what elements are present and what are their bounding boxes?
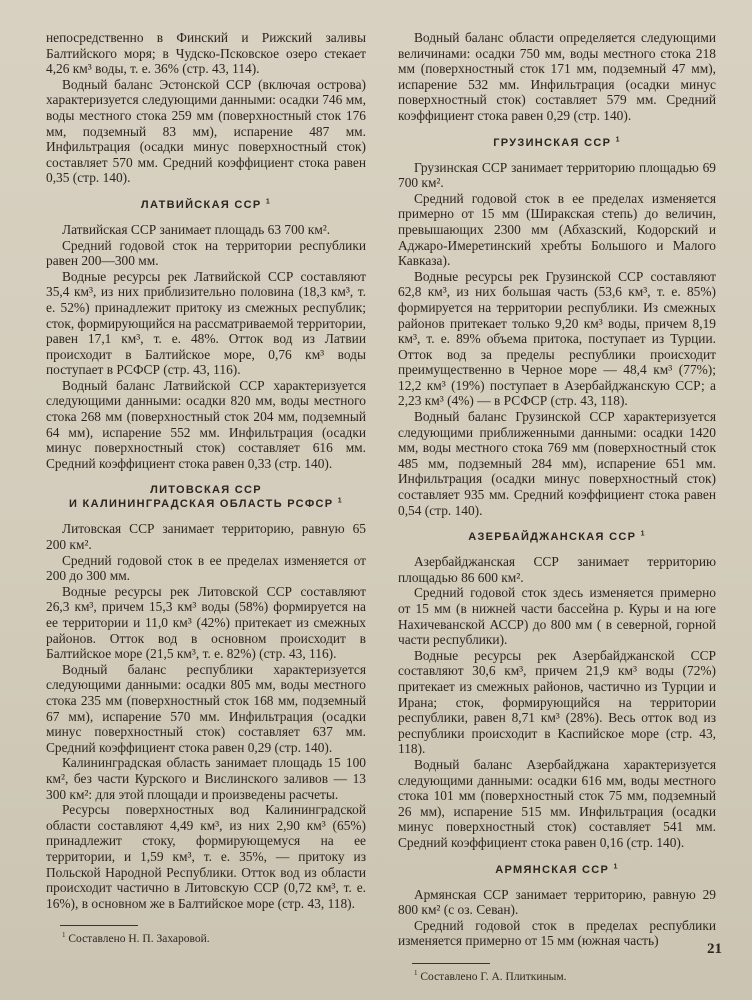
section-heading-georgia — [398, 136, 716, 150]
paragraph: Калининградская область занимает площадь 15 100 км², без части Курского и Вислинского заливов — 13 300 км²: для этой площади и произведены расчеты. — [46, 755, 366, 802]
footnote-text: Составлено Н. П. Захаровой. — [68, 933, 210, 946]
footnote-mark: 1 — [640, 530, 646, 538]
page-number: 21 — [707, 941, 722, 957]
paragraph: Водные ресурсы рек Азербайджанской ССР составляют 30,6 км³, причем 21,9 км³ воды (72%) притекает из смежных районов, частично из Турции и Ирана; сток, формирующийся на территории республики, равен 8,71 км³ (28%). Весь отток вод из республики происходит в Каспийское море (стр. 43, 118). — [398, 647, 716, 757]
paragraph: Водный баланс Азербайджана характеризуется следующими данными: осадки 616 мм, воды местного стока 101 мм (поверхностный сток 75 мм, подземный 26 мм), испарение 515 мм. Инфильтрация (осадки минус поверхностный сток) составляет 541 мм. Средний коэффициент стока равен 0,16 (стр. 140). — [398, 756, 716, 850]
footnote-mark: 1 — [337, 497, 343, 505]
right-column — [398, 30, 716, 984]
section-heading-armenia — [398, 863, 716, 877]
paragraph: Литовская ССР занимает территорию, равную 65 200 км². — [46, 521, 366, 553]
footnote-mark: 1 — [265, 198, 272, 206]
paragraph: Азербайджанская ССР занимает территорию площадью 86 600 км². — [398, 554, 716, 585]
section-heading-lithuania — [46, 483, 366, 511]
paragraph: Водные ресурсы рек Литовской ССР составляют 26,3 км³, причем 15,3 км³ воды (58%) формируется на ее территории и 11,0 км³ (42%) притекает из смежных районов. Отток вод в основном происходит в Балтийское море (21,5 км³, т. е. 82%) (стр. 43, 116). — [46, 583, 366, 662]
paragraph: Средний годовой сток в ее пределах изменяется примерно от 15 мм (Ширакская степь) до величин, превышающих 2300 мм (Абхазский, Кодорский и Аджаро-Имеретинский хребты Большого и Малого Кавказа). — [398, 190, 716, 269]
paragraph: Латвийская ССР занимает площадь 63 700 км². — [62, 221, 331, 237]
heading-text: АЗЕРБАЙДЖАНСКАЯ ССР — [468, 531, 637, 544]
footnote — [46, 932, 366, 946]
paragraph: Средний годовой сток в пределах республики изменяется примерно от 15 мм (южная часть) — [398, 917, 716, 949]
section-heading-latvia — [46, 198, 366, 212]
footnote — [398, 970, 716, 984]
footnote-mark: 1 — [414, 969, 418, 978]
paragraph: Водный баланс Грузинской ССР характеризуется следующими приближенными данными: осадки 1420 мм, воды местного стока 769 мм (поверхностный сток 485 мм, подземный 284 мм), испарение 651 мм. Инфильтрация (осадки минус поверхностный сток) составляет 935 мм. Средний коэффициент стока равен 0,54 (стр. 140). — [398, 409, 716, 518]
heading-text: И КАЛИНИНГРАДСКАЯ ОБЛАСТЬ РСФСР — [69, 498, 334, 511]
footnote-mark: 1 — [613, 862, 619, 870]
footnote-mark: 1 — [615, 135, 621, 143]
paragraph: Ресурсы поверхностных вод Калининградской области составляют 4,49 км³, из них 2,90 км³ (65%) принадлежит стоку, формирующемуся на ее территории, и 1,59 км³, т. е. 35%, — притоку из Польской Народной Республики. Отток вод из области происходит частично в Литовскую ССР (0,72 км³, т. е. 16%), в основном же в Балтийское море (стр. 43, 118). — [46, 802, 366, 911]
heading-text: АРМЯНСКАЯ ССР — [495, 863, 610, 876]
paragraph: Водные ресурсы рек Латвийской ССР составляют 35,4 км³, из них приблизительно половина (18,3 км³, т. е. 52%) принадлежит притоку из смежных республик; сток, формирующийся на рассматриваемой территории, равен 17,1 км³, т. е. 48%. Отток вод из Латвии происходит в Балтийское море, 0,76 км³ воды поступает в РСФСР (стр. 43, 116). — [46, 268, 366, 378]
footnote-text: Составлено Г. А. Плиткиным. — [420, 970, 567, 983]
footnote-rule — [412, 963, 490, 964]
paragraph: Грузинская ССР занимает территорию площадью 69 700 км². — [398, 159, 716, 191]
paragraph: Водный баланс Эстонской ССР (включая острова) характеризуется следующими данными: осадки 746 мм, воды местного стока 259 мм (поверхностный сток 176 мм, подземный 83 мм), испарение 487 мм. Инфильтрация (осадки минус поверхностный сток) составляет 570 мм. Средний коэффициент стока равен 0,35 (стр. 140). — [46, 76, 366, 186]
footnote-mark: 1 — [62, 931, 66, 940]
heading-text: ЛАТВИЙСКАЯ ССР — [140, 198, 262, 211]
section-heading-azerbaijan — [398, 530, 716, 544]
heading-text: ГРУЗИНСКАЯ ССР — [493, 136, 612, 149]
paragraph: Водный баланс республики характеризуется следующими данными: осадки 805 мм, воды местного стока 235 мм (поверхностный сток 168 мм, подземный 67 мм), испарение 570 мм. Инфильтрация (осадки минус поверхностный сток) составляет 637 мм. Средний коэффициент стока равен 0,29 (стр. 140). — [46, 661, 366, 755]
paragraph: Водные ресурсы рек Грузинской ССР составляют 62,8 км³, из них большая часть (53,6 км³, т. е. 85%) формируется на территории республики. Из смежных районов притекает только 9,20 км³ воды, причем 8,19 км³, т. е. 89% объема притока, поступает из Турции. Отток вод за пределы республики происходит преимущественно в Черное море — 48,4 км³ (77%); 12,2 км³ (19%) поступает в Азербайджанскую ССР; а 2,23 км³ (4%) — в РСФСР (стр. 43, 118). — [398, 268, 716, 409]
paragraph: Армянская ССР занимает территорию, равную 29 800 км² (с оз. Севан). — [398, 886, 716, 918]
paragraph: Средний годовой сток на территории республики равен 200—300 мм. — [46, 237, 366, 269]
paragraph: Водный баланс Латвийской ССР характеризуется следующими данными: осадки 820 мм, воды местного стока 268 мм (поверхностный сток 204 мм, подземный 64 мм), испарение 552 мм. Инфильтрация (осадки минус поверхностный сток) составляет 616 мм. Средний коэффициент стока равен 0,33 (стр. 140). — [46, 377, 366, 471]
heading-text: ЛИТОВСКАЯ ССР — [150, 484, 262, 497]
paragraph: Водный баланс области определяется следующими величинами: осадки 750 мм, воды местного стока 218 мм (поверхностный сток 171 мм, подземный 47 мм), испарение 532 мм. Инфильтрация (осадки минус поверхностный сток) составляет 579 мм. Средний коэффициент стока равен 0,29 (стр. 140). — [398, 30, 716, 123]
paragraph: непосредственно в Финский и Рижский заливы Балтийского моря; в Чудско-Псковское озеро стекает 4,26 км³ воды, т. е. 36% (стр. 43, 114). — [46, 30, 366, 77]
footnote-rule — [60, 925, 138, 926]
paragraph: Средний годовой сток здесь изменяется примерно от 15 мм (в нижней части бассейна р. Куры и на юге Нахичеванской АССР) до 800 мм ( в северной, горной части республики). — [398, 585, 716, 648]
left-column — [46, 30, 366, 946]
paragraph: Средний годовой сток в ее пределах изменяется от 200 до 300 мм. — [46, 552, 366, 584]
